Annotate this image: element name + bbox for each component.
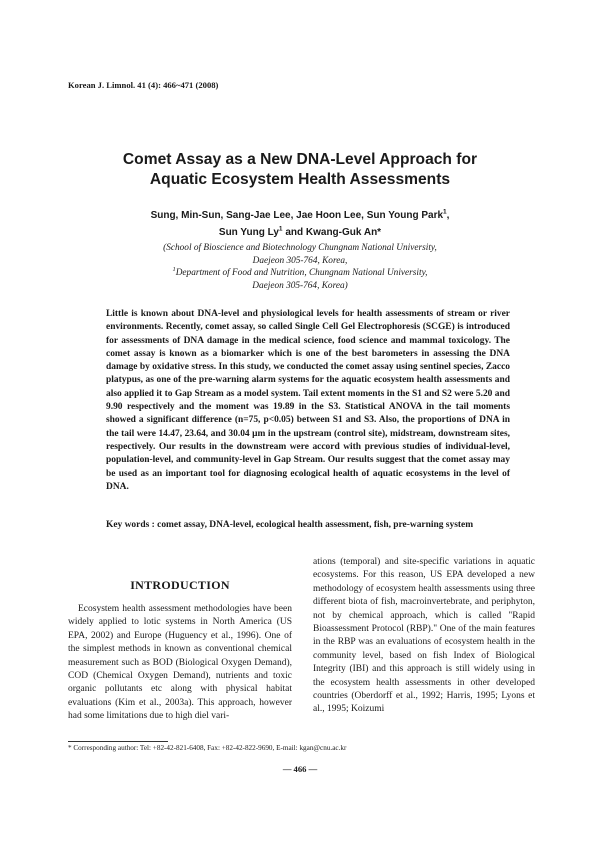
affiliation-2-line-2: Daejeon 305-764, Korea) — [252, 280, 348, 291]
affiliation-1-line-1: (School of Bioscience and Biotechnology Chungnam National University, — [163, 243, 437, 253]
intro-paragraph-left: Ecosystem health assessment methodologies have been widely applied to lotic systems in North America (US EPA, 2002) and Europe (Huguency et al., 1996). One of the simplest methods in known as conventional chemical measurement such as BOD (Biological Oxygen Demand), COD (Chemical Oxygen Demand), nutrients and toxic organic pollutants etc along with physical habitat evaluations (Kim et al., 2003a). This approach, however had some limitations due to high diel vari- — [68, 604, 292, 722]
author-list — [100, 207, 500, 241]
authors-line-2-name: Sun Yung Ly — [218, 227, 279, 238]
abstract: Little is known about DNA-level and physiological levels for health assessments of stream or river environments. Recently, comet assay, so called Single Cell Gel Electrophoresis (SCGE) is introduced for assessments of DNA damage in the medical science, food science and mammal toxicology. The comet assay is known as a biomarker which is one of the best barometers in assessing the DNA damage by oxidative stress. In this study, we conducted the comet assay using sentinel species, Zacco platypus, as one of the pre-warning alarm systems for the aquatic ecosystem health assessments and also applied it to Gap Stream as a model system. Tail extent moments in the S1 and S2 were 5.20 and 9.90 respectively and the moment was 19.89 in the S3. Statistical ANOVA in the tail moments showed a significant difference (n=75, p<0.05) between S1 and S3. Also, the proportions of DNA in the tail were 14.47, 23.64, and 30.04 μm in the upstream (control site), midstream, downstream sites, respectively. Our results in the downstream were accord with previous studies of individual-level, population-level, and community-level in Gap Stream. Our results suggest that the comet assay may be used as an important tool for diagnosing ecological health of aquatic ecosystems in the level of DNA. — [106, 309, 510, 492]
authors-line-1: Sung, Min-Sun, Sang-Jae Lee, Jae Hoon Lee, Sun Young Park$^1$, — [150, 208, 450, 221]
paper-title — [60, 150, 540, 190]
title-line-1: Comet Assay as a New DNA-Level Approach for — [122, 151, 478, 168]
keywords — [106, 519, 510, 532]
title-line-2: Aquatic Ecosystem Health Assessments — [149, 171, 451, 188]
intro-paragraph-right: ations (temporal) and site-specific variations in aquatic ecosystems. For this reason, US EPA developed a new methodology of ecosystem health assessments using three different biota of fish, macroinvertebrate, and periphyton, not by chemical approach, which is called "Rapid Bioassessment Protocol (RBP)." One of the main features in the RBP was an evaluations of ecosystem health in the community level, based on fish Index of Biological Integrity (IBI) and this approach is still widely using in the ecosystem health assessments in other developed countries (Oberdorff et al., 1992; Harris, 1995; Lyons et al., 1995; Koizumi — [313, 557, 535, 715]
journal-reference: Korean J. Limnol. 41 (4): 466~471 (2008) — [68, 80, 219, 90]
authors-line-2-rest: and Kwang-Guk An* — [282, 227, 382, 238]
keywords-list: comet assay, DNA-level, ecological health assessment, fish, pre-warning system — [157, 520, 474, 530]
right-column — [313, 556, 535, 717]
authors-line-2 — [100, 224, 500, 241]
affiliation-2-text: Department of Food and Nutrition, Chungnam National University, — [175, 268, 428, 278]
section-heading-introduction: INTRODUCTION — [130, 578, 230, 592]
corresponding-author-footnote: * Corresponding author: Tel: +82-42-821-6408, Fax: +82-42-822-9690, E-mail: kgan@cnu.ac.kr — [68, 744, 347, 752]
footnote-divider — [68, 741, 168, 742]
affiliations — [100, 242, 500, 292]
keywords-label: Key words : — [106, 520, 155, 530]
affiliation-marker: 1 — [278, 225, 283, 233]
affiliation-1-line-2: Daejeon 305-764, Korea, — [252, 255, 348, 266]
page-number: — 466 — — [282, 764, 318, 774]
affiliation-marker: 1 — [172, 265, 176, 273]
authors-line-1-names: Sung, Min-Sun, Sang-Jae Lee, Jae Hoon Lee, Sun Young Park — [150, 210, 444, 221]
left-column — [68, 556, 292, 724]
affiliation-2-line-1 — [100, 267, 500, 280]
affiliation-marker: 1 — [443, 208, 447, 216]
